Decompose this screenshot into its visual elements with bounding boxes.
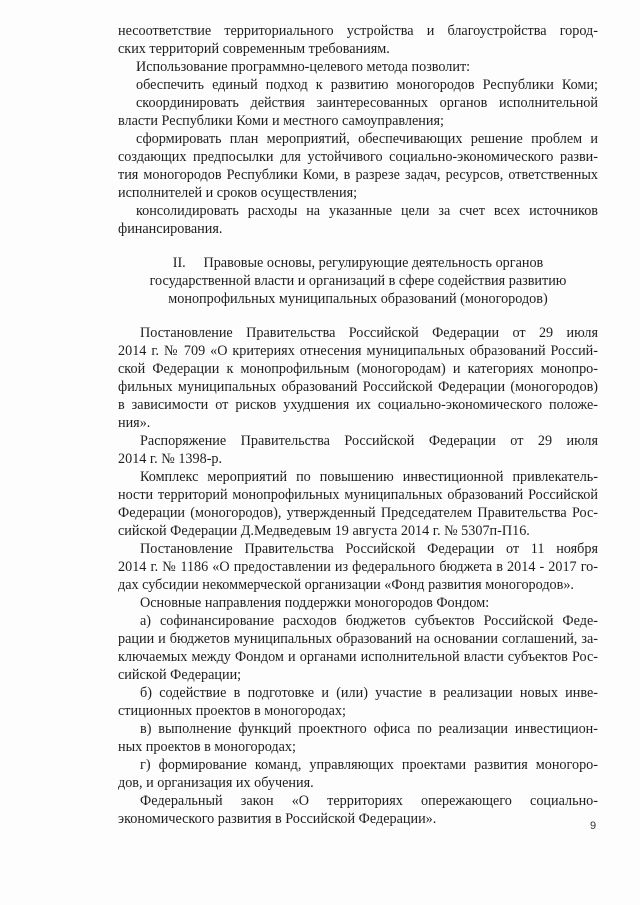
text-line: 2014 г. № 1186 «О предоставлении из федерального бюджета в 2014 - 2017 го-: [118, 559, 598, 575]
text-line: создающих предпосылки для устойчивого социально-экономического разви-: [118, 149, 598, 165]
text-line: тия моногородов Республики Коми, в разрезе задач, ресурсов, ответственных: [118, 167, 598, 183]
text-line: Распоряжение Правительства Российской Федерации от 29 июля: [140, 433, 598, 449]
page-number: 9: [590, 820, 597, 832]
text-line: экономического развития в Российской Федерации».: [118, 811, 437, 827]
text-line: 2014 г. № 1398-р.: [118, 451, 223, 467]
text-line: финансирования.: [118, 221, 223, 237]
text-line: Федеральный закон «О территориях опережающего социально-: [140, 793, 598, 809]
section-heading-line-1: [118, 254, 598, 272]
text-line: в) выполнение функций проектного офиса по реализации инвестицион-: [140, 721, 598, 737]
text-line: рации и бюджетов муниципальных образований на основании соглашений, за-: [118, 631, 598, 647]
text-line: исполнителей и сроков осуществления;: [118, 185, 358, 201]
text-line: ности территорий монопрофильных муниципальных образований Российской: [118, 487, 598, 503]
section-number: II.: [172, 255, 186, 271]
text-line: дах субсидии некоммерческой организации «Фонд развития моногородов».: [118, 577, 574, 593]
text-line: Комплекс мероприятий по повышению инвестиционной привлекатель-: [140, 469, 598, 485]
text-line: фильных муниципальных образований Российской Федерации (моногородов): [118, 379, 598, 395]
text-line: 2014 г. № 709 «О критериях отнесения муниципальных образований Россий-: [118, 343, 598, 359]
text-line: несоответствие территориального устройства и благоустройства город-: [118, 23, 598, 39]
text-line: консолидировать расходы на указанные цели за счет всех источников: [136, 203, 598, 219]
text-line: б) содействие в подготовке и (или) участие в реализации новых инве-: [140, 685, 598, 701]
text-line: власти Республики Коми и местного самоуправления;: [118, 113, 444, 129]
text-line: ских территорий современным требованиям.: [118, 41, 390, 57]
text-line: сийской Федерации Д.Медведевым 19 августа 2014 г. № 5307п-П16.: [118, 523, 530, 539]
text-line: Основные направления поддержки моногородов Фондом:: [140, 595, 490, 611]
text-line: ключаемых между Фондом и органами исполнительной власти субъектов Рос-: [118, 649, 598, 665]
text-line: в зависимости от рисков ухудшения их социально-экономического положе-: [118, 397, 598, 413]
text-line: ской Федерации к монопрофильным (моногородам) и категориях монопро-: [118, 361, 598, 377]
text-line: ния».: [118, 415, 151, 431]
section-title-2: государственной власти и организаций в сфере содействия развитию: [149, 273, 567, 289]
text-line: Использование программно-целевого метода позволит:: [136, 59, 471, 75]
text-line: Федерации (моногородов), утвержденный Председателем Правительства Рос-: [118, 505, 598, 521]
text-line: дов, и организация их обучения.: [118, 775, 314, 791]
text-line: стиционных проектов в моногородах;: [118, 703, 346, 719]
section-title-3: монопрофильных муниципальных образований (моногородов): [168, 291, 548, 307]
section-title-1: Правовые основы, регулирующие деятельность органов: [203, 255, 544, 271]
text-line: скоординировать действия заинтересованных органов исполнительной: [136, 95, 598, 111]
text-line: обеспечить единый подход к развитию моногородов Республики Коми;: [136, 77, 598, 93]
text-line: Постановление Правительства Российской Федерации от 11 ноября: [140, 541, 598, 557]
text-line: сийской Федерации;: [118, 667, 242, 683]
text-line: а) софинансирование расходов бюджетов субъектов Российской Феде-: [140, 613, 598, 629]
text-line: Постановление Правительства Российской Федерации от 29 июля: [140, 325, 598, 341]
text-line: сформировать план мероприятий, обеспечивающих решение проблем и: [136, 131, 598, 147]
text-line: ных проектов в моногородах;: [118, 739, 296, 755]
text-line: г) формирование команд, управляющих проектами развития моногоро-: [140, 757, 598, 773]
